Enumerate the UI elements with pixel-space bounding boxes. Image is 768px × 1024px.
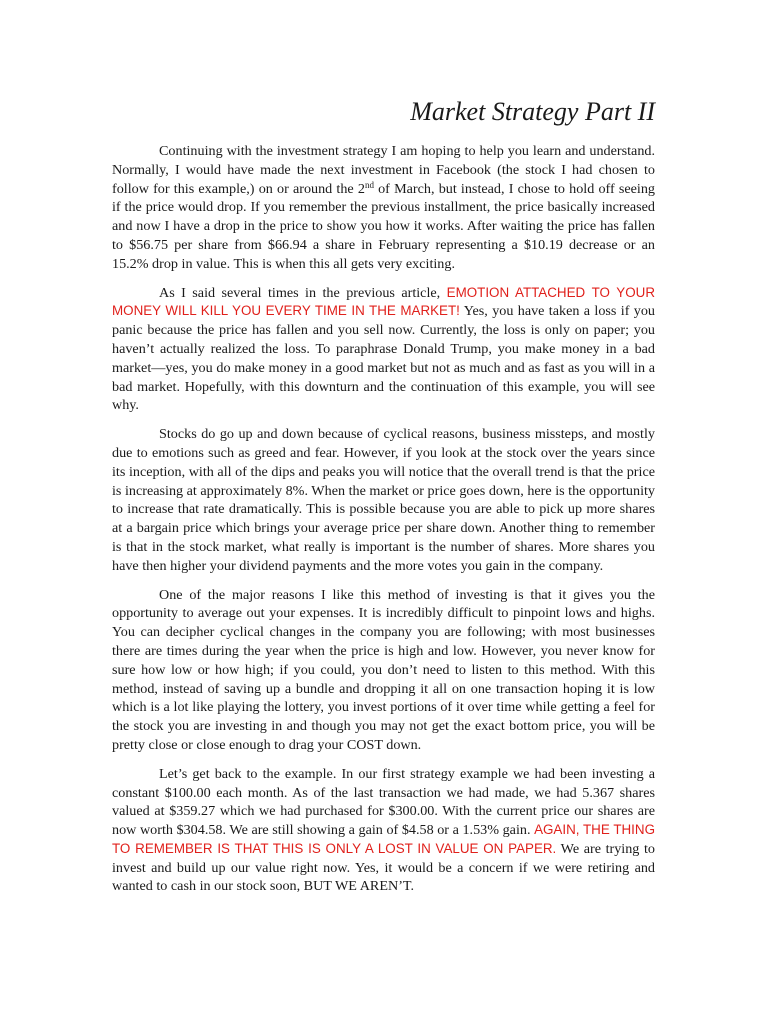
paragraph-1-text-start: Continuing with the investment strategy I am hoping to help you learn and understand. Normally, I would have made the next investment in Facebook (the stock I had chosen to follow for this example,) on or around the 2: [112, 143, 655, 197]
article-body: [112, 142, 655, 906]
emphasis-warning: EMOTION ATTACHED TO YOUR MONEY WILL KILL YOU EVERY TIME IN THE MARKET!: [112, 284, 655, 319]
paragraph-2: [112, 284, 655, 416]
paragraph-5-text-start: Let’s get back to the example. In our first strategy example we had been investing a constant $100.00 each month. As of the last transaction we had made, we had 5.367 shares valued at $359.27 which we had purchased for $300.00. With the current price our shares are now worth $304.58. We are still showing a gain of $4.58 or a 1.53% gain.: [112, 765, 655, 839]
paragraph-5-text-end: We are trying to invest and build up our value right now. Yes, it would be a concern if we were retiring and wanted to cash in our stock soon, BUT WE AREN’T.: [112, 840, 655, 895]
ordinal-suffix: nd: [364, 179, 374, 190]
emphasis-reminder: AGAIN, THE THING TO REMEMBER IS THAT THIS IS ONLY A LOST IN VALUE ON PAPER.: [112, 822, 655, 856]
paragraph-5: [112, 765, 655, 897]
paragraph-1: [112, 142, 655, 274]
paragraph-1-text-end: of March, but instead, I chose to hold off seeing if the price would drop. If you remember the previous installment, the price basically increased and now I have a drop in the price to show you how it works. After waiting the price has fallen to $56.75 per share from $66.94 a share in February representing a $10.19 decrease or an 15.2% drop in value. This is when this all gets very exciting.: [112, 180, 655, 272]
page-title: Market Strategy Part II: [410, 97, 655, 126]
paragraph-2-text-start: As I said several times in the previous article,: [159, 284, 447, 301]
paragraph-3: Stocks do go up and down because of cyclical reasons, business missteps, and mostly due to emotions such as greed and fear. However, if you look at the stock over the years since its inception, with all of the dips and peaks you will notice that the overall trend is that the price is increasing at approximately 8%. When the market or price goes down, here is the opportunity to increase that rate dramatically. This is possible because you are able to pick up more shares at a bargain price which brings your average price per share down. Another thing to remember is that in the stock market, what really is important is the number of shares. More shares you have then higher your dividend payments and the more votes you gain in the company.: [112, 426, 655, 574]
paragraph-4: One of the major reasons I like this method of investing is that it gives you the opportunity to average out your expenses. It is incredibly difficult to pinpoint lows and highs. You can decipher cyclical changes in the company you are following; with most businesses there are times during the year when the price is high and low. However, you never know for sure how low or how high; if you could, you don’t need to listen to this method. With this method, instead of saving up a bundle and dropping it all on one transaction hoping it is low which is a lot like playing the lottery, you invest portions of it over time while getting a feel for the stock you are investing in and though you may not get the exact bottom price, you will be pretty close or close enough to drag your COST down.: [112, 586, 655, 753]
paragraph-2-text-end: Yes, you have taken a loss if you panic because the price has fallen and you sell now. Currently, the loss is only on paper; you haven’t actually realized the loss. To paraphrase Donald Trump, you make money in a bad market—yes, you do make money in a good market but not as much and as fast as you will in a bad market. Hopefully, with this downturn and the continuation of this example, you will see why.: [112, 303, 655, 414]
